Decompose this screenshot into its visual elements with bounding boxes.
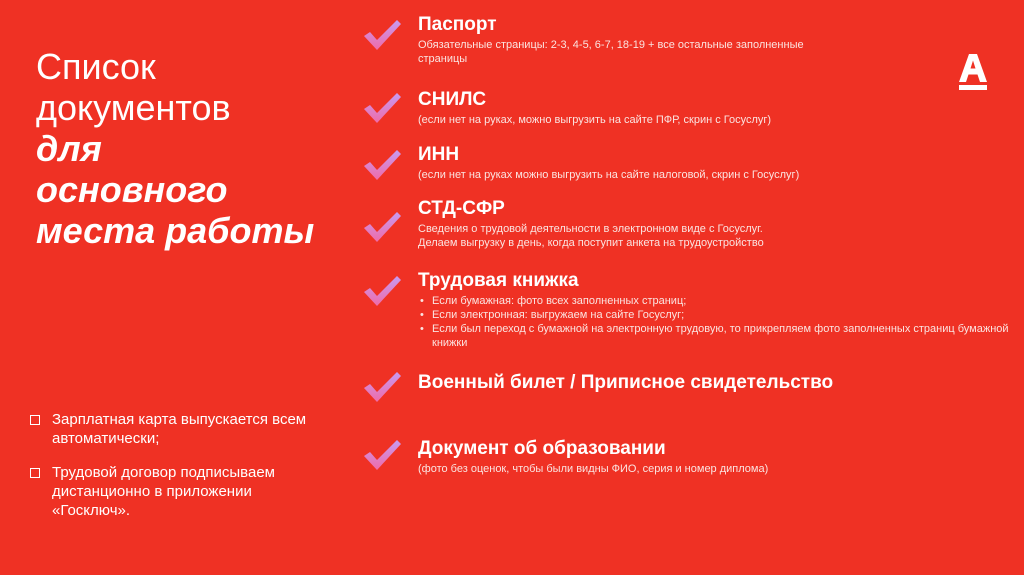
checkbox-square-icon	[30, 468, 40, 478]
item-desc-line: страницы	[418, 53, 468, 65]
item-desc-line: Обязательные страницы: 2-3, 4-5, 6-7, 18-19 + все остальные заполненные	[418, 39, 804, 51]
title-line: документов	[36, 87, 231, 128]
checkmark-icon	[362, 91, 402, 125]
note-item	[28, 410, 328, 448]
note-text: Трудовой договор подписываем дистанционно в приложении «Госключ».	[52, 464, 275, 519]
bullet-item: • Если был переход с бумажной на электронную трудовую, то прикрепляем фото заполненных страниц бумажной книжки	[418, 322, 1022, 350]
note-text: Зарплатная карта выпускается всем автоматически;	[52, 411, 307, 447]
item-desc: (если нет на руках можно выгрузить на сайте налоговой, скрин с Госуслуг)	[418, 169, 800, 181]
checkmark-icon	[362, 438, 402, 472]
notes-list	[28, 410, 328, 535]
item-desc-line: Делаем выгрузку в день, когда поступит анкета на трудоустройство	[418, 237, 764, 249]
checkmark-icon	[362, 274, 402, 308]
checkmark-icon	[362, 18, 402, 52]
item-title: Трудовая книжка	[418, 270, 579, 291]
bullet-item: • Если электронная: выгружаем на сайте Госуслуг;	[418, 308, 1022, 322]
item-title: Паспорт	[418, 14, 497, 35]
page-title	[36, 46, 356, 251]
item-title: Документ об образовании	[418, 438, 666, 459]
bullet-item: • Если бумажная: фото всех заполненных страниц;	[418, 294, 1022, 308]
bullet-list	[418, 294, 1022, 350]
item-title: ИНН	[418, 144, 460, 165]
title-line-emphasis: места работы	[36, 210, 315, 251]
checkmark-icon	[362, 210, 402, 244]
item-desc	[418, 38, 1022, 66]
checkmark-icon	[362, 148, 402, 182]
item-desc: (если нет на руках, можно выгрузить на сайте ПФР, скрин с Госуслуг)	[418, 114, 772, 126]
item-title: СТД-СФР	[418, 198, 505, 219]
title-line: Список	[36, 46, 156, 87]
checkbox-square-icon	[30, 415, 40, 425]
title-line-emphasis: основного	[36, 169, 228, 210]
item-desc	[418, 222, 1022, 250]
note-item	[28, 463, 328, 520]
checkmark-icon	[362, 370, 402, 404]
title-line-emphasis: для	[36, 128, 102, 169]
item-title: Военный билет / Приписное свидетельство	[418, 372, 834, 393]
item-desc-line: Сведения о трудовой деятельности в электронном виде с Госуслуг.	[418, 223, 763, 235]
item-desc: (фото без оценок, чтобы были видны ФИО, серия и номер диплома)	[418, 463, 769, 475]
item-title: СНИЛС	[418, 89, 487, 110]
